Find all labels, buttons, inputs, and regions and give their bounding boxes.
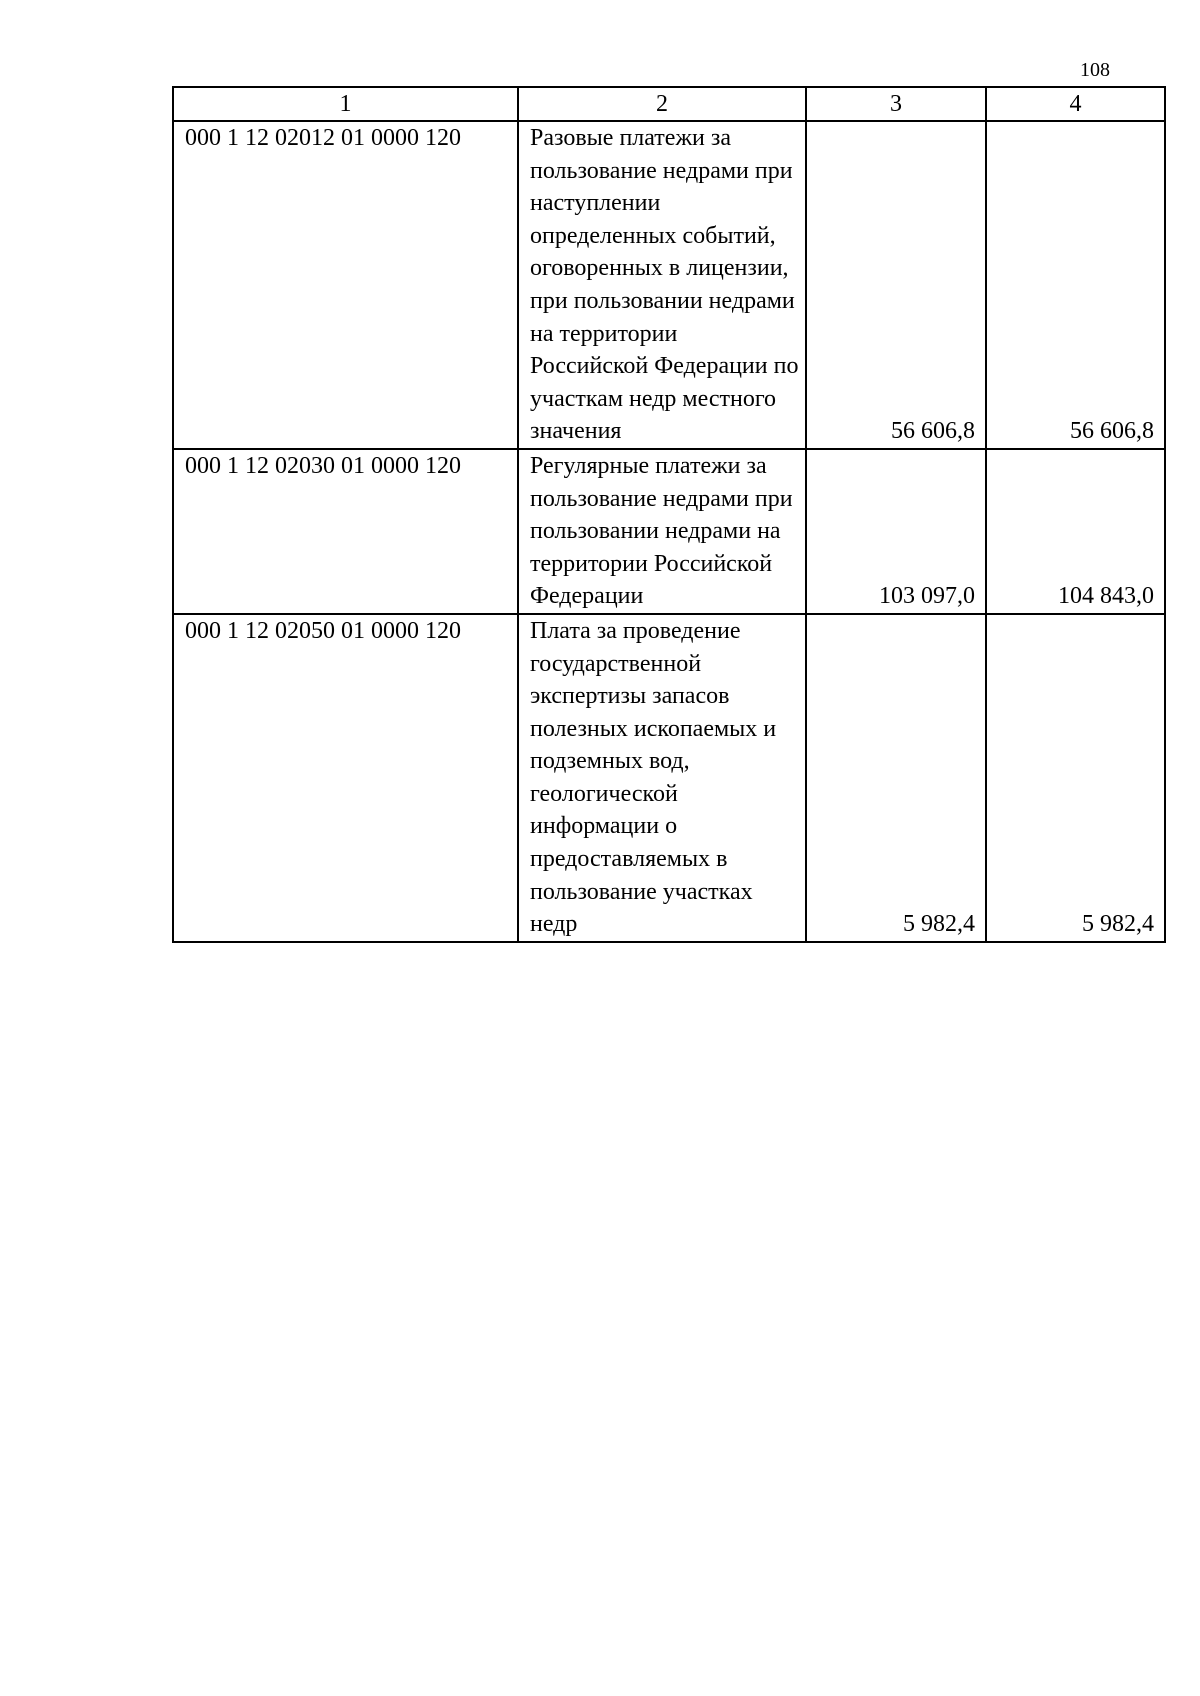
column-header-1: 1 xyxy=(173,87,518,121)
page-number: 108 xyxy=(1080,59,1110,81)
column-header-4: 4 xyxy=(986,87,1165,121)
table-body xyxy=(173,121,1165,942)
amount-col3: 5 982,4 xyxy=(806,614,986,942)
revenue-name: Разовые платежи за пользование недрами при наступлении определенных событий, оговоренных в лицензии, при пользовании недрами на территории Российской Федерации по участкам недр местного значения xyxy=(518,121,806,449)
budget-code: 000 1 12 02030 01 0000 120 xyxy=(173,449,518,614)
amount-col4: 5 982,4 xyxy=(986,614,1165,942)
budget-code: 000 1 12 02012 01 0000 120 xyxy=(173,121,518,449)
column-header-3: 3 xyxy=(806,87,986,121)
table-row xyxy=(173,614,1165,942)
revenue-name: Плата за проведение государственной экспертизы запасов полезных ископаемых и подземных вод, геологической информации о предоставляемых в пользование участках недр xyxy=(518,614,806,942)
amount-col4: 104 843,0 xyxy=(986,449,1165,614)
revenue-name: Регулярные платежи за пользование недрами при пользовании недрами на территории Российской Федерации xyxy=(518,449,806,614)
table-row xyxy=(173,449,1165,614)
table-row xyxy=(173,121,1165,449)
table-header xyxy=(173,87,1165,121)
amount-col3: 103 097,0 xyxy=(806,449,986,614)
amount-col3: 56 606,8 xyxy=(806,121,986,449)
budget-code: 000 1 12 02050 01 0000 120 xyxy=(173,614,518,942)
column-header-2: 2 xyxy=(518,87,806,121)
header-row xyxy=(173,87,1165,121)
budget-table xyxy=(172,86,1166,943)
amount-col4: 56 606,8 xyxy=(986,121,1165,449)
